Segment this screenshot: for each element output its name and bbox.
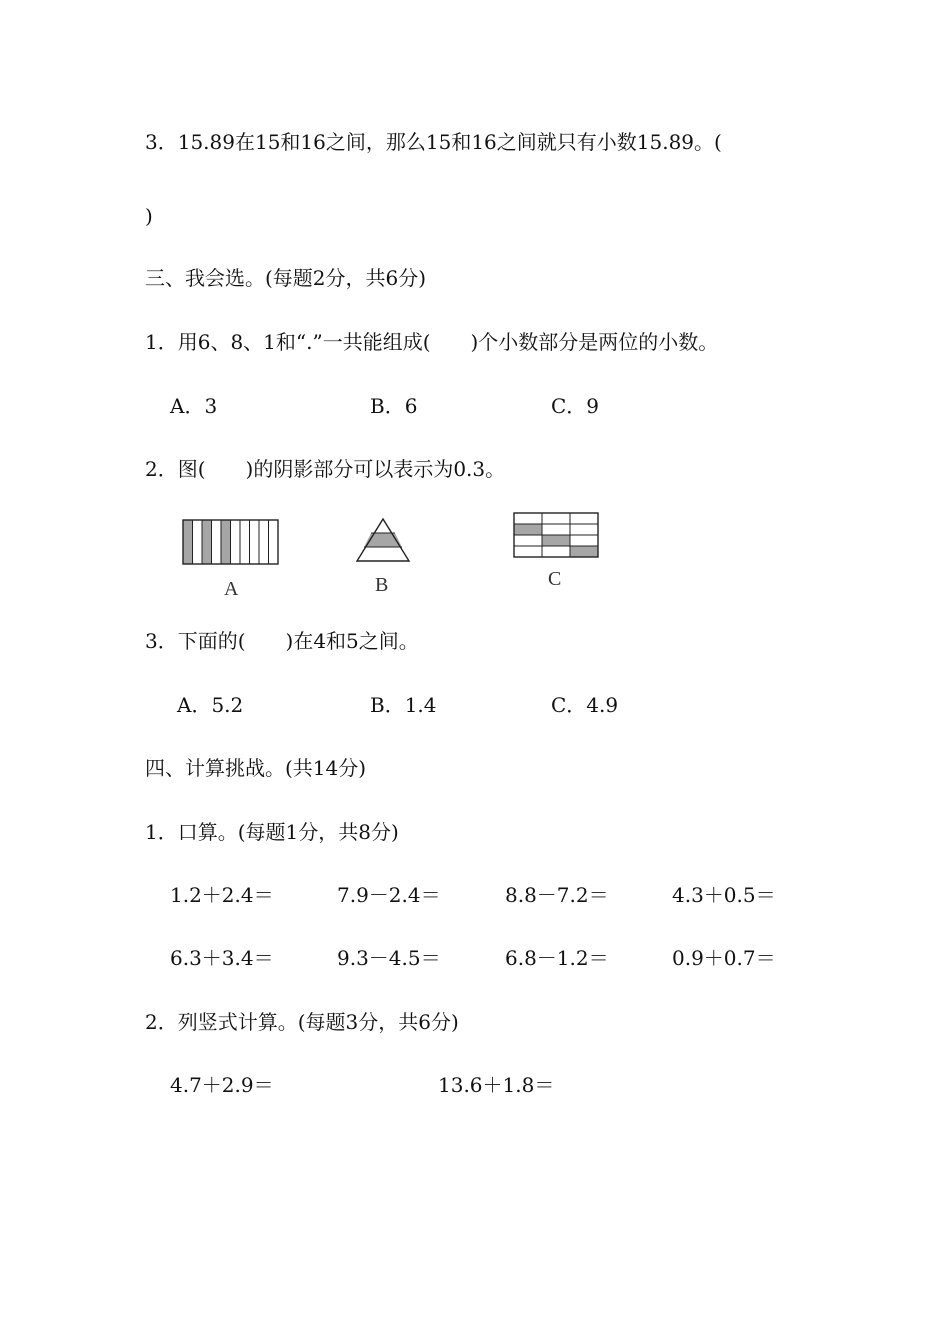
figure-a-shaded-strip bbox=[202, 520, 212, 564]
q1-option-b: B．6 bbox=[370, 394, 418, 418]
figure-c-grid bbox=[512, 512, 600, 560]
figure-a-shaded-strip bbox=[221, 520, 231, 564]
figure-c-shaded-cell bbox=[514, 524, 542, 535]
figure-b-triangle bbox=[355, 517, 411, 565]
q1-option-c: C．9 bbox=[551, 394, 600, 418]
figure-c-label: C bbox=[548, 568, 562, 590]
section-4-title: 四、计算挑战。(共14分) bbox=[145, 756, 367, 780]
q3-option-b: B．1.4 bbox=[370, 693, 437, 717]
figure-c-shaded-cell bbox=[542, 535, 570, 546]
q1-option-a: A．3 bbox=[170, 394, 218, 418]
mental-math-item: 1.2＋2.4＝ bbox=[170, 883, 274, 907]
answer-bracket-close: ) bbox=[145, 204, 153, 228]
mental-math-item: 4.3＋0.5＝ bbox=[672, 883, 776, 907]
choice-question-3: 3．下面的( )在4和5之间。 bbox=[145, 629, 419, 653]
q3-option-c: C．4.9 bbox=[551, 693, 619, 717]
figure-a-shaded-strip bbox=[183, 520, 193, 564]
section-3-title: 三、我会选。(每题2分，共6分) bbox=[145, 266, 427, 290]
mental-math-item: 6.8－1.2＝ bbox=[505, 946, 609, 970]
mental-math-item: 7.9－2.4＝ bbox=[337, 883, 441, 907]
figure-a-strips bbox=[182, 519, 280, 567]
vertical-calc-title: 2．列竖式计算。(每题3分，共6分) bbox=[145, 1010, 459, 1034]
vertical-calc-item: 13.6＋1.8＝ bbox=[438, 1073, 555, 1097]
mental-math-item: 8.8－7.2＝ bbox=[505, 883, 609, 907]
choice-question-1: 1．用6、8、1和“.”一共能组成( )个小数部分是两位的小数。 bbox=[145, 330, 719, 354]
figure-a-label: A bbox=[224, 578, 239, 600]
figure-c-shaded-cell bbox=[570, 546, 598, 557]
mental-math-item: 0.9＋0.7＝ bbox=[672, 946, 776, 970]
figure-b-label: B bbox=[375, 574, 389, 596]
mental-math-title: 1．口算。(每题1分，共8分) bbox=[145, 820, 399, 844]
true-false-question-3: 3．15.89在15和16之间，那么15和16之间就只有小数15.89。( bbox=[145, 130, 722, 154]
vertical-calc-item: 4.7＋2.9＝ bbox=[170, 1073, 274, 1097]
mental-math-item: 6.3＋3.4＝ bbox=[170, 946, 274, 970]
q3-option-a: A．5.2 bbox=[177, 693, 244, 717]
choice-question-2: 2．图( )的阴影部分可以表示为0.3。 bbox=[145, 457, 506, 481]
mental-math-item: 9.3－4.5＝ bbox=[337, 946, 441, 970]
